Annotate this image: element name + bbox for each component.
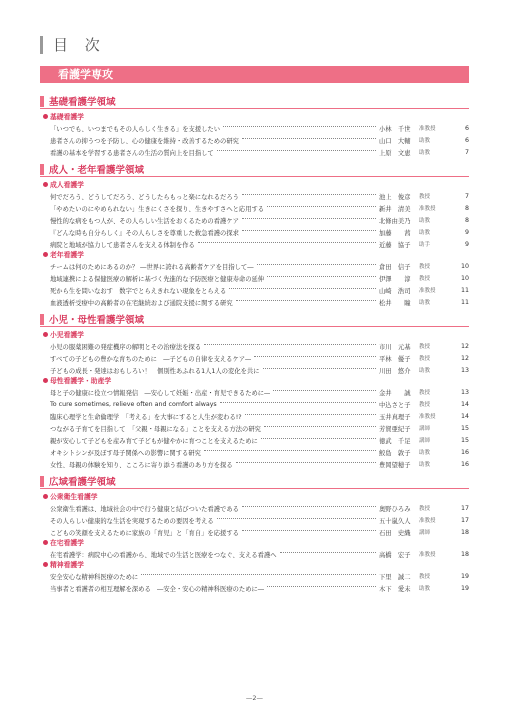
leader-dots (242, 230, 376, 231)
entry-title: 「いつでも、いつまでもその人らしく生きる」を支援したい (50, 125, 221, 133)
entry-page: 18 (460, 528, 469, 536)
entry-rank: 助教 (419, 368, 431, 374)
entry-rank: 助教 (419, 230, 431, 236)
entry-author: 平林 優子 (379, 355, 411, 363)
entry-author: 奥野ひろみ (379, 505, 411, 513)
subsection-label: 基礎看護学 (50, 113, 84, 121)
bullet-icon (43, 252, 48, 257)
leader-dots (229, 288, 376, 289)
entry-title: チームは何のためにあるのか？ ―世界に誇れる高齢者ケアを目指して― (50, 263, 254, 271)
entry-page: 14 (460, 400, 469, 408)
bullet-icon (43, 332, 48, 337)
entry-rank: 准教授 (419, 126, 436, 132)
leader-dots (217, 150, 376, 151)
entry-title: 地域連携による保健医療の解析に基づく先進的な予防医療と健康寿命の延伸 (50, 275, 265, 283)
toc-entry (40, 284, 469, 296)
entry-rank: 助教 (419, 450, 431, 456)
leader-dots (280, 552, 376, 553)
entry-title: 患者さんの抑うつを予防し、心の健康を維持・改善するための研究 (50, 137, 239, 145)
toc-entry (40, 548, 469, 560)
subsection-label: 在宅看護学 (50, 539, 84, 547)
bullet-icon (43, 378, 48, 383)
entry-rank: 講師 (419, 530, 431, 536)
department-banner: 看護学専攻 (40, 66, 469, 83)
section-marker (40, 314, 44, 325)
toc-title (40, 34, 106, 55)
toc-entry (40, 352, 469, 364)
page-number: —2— (245, 694, 264, 702)
entry-author: 松井 瞳 (379, 299, 411, 307)
toc-entry (40, 296, 469, 308)
entry-page: 8 (464, 216, 469, 224)
toc-entry (40, 190, 469, 202)
entry-title: 何でだろう、どうしてだろう、どうしたらもっと楽になれるだろう (50, 193, 239, 201)
toc-entry (40, 434, 469, 446)
section-marker (40, 164, 44, 175)
toc-entry (40, 146, 469, 158)
entry-title: 公衆衛生看護は、地域社会の中で行う健康と結びついた看護である (50, 505, 239, 513)
toc-section (40, 474, 469, 594)
subsection-heading (40, 492, 469, 502)
entry-author: 山崎 浩司 (379, 287, 411, 295)
leader-dots (242, 506, 376, 507)
entry-rank: 准教授 (419, 288, 436, 294)
entry-page: 6 (464, 124, 469, 132)
toc-entry (40, 410, 469, 422)
entry-title: こどもの笑顔を支えるために家族の「育児」と「育自」を応援する (50, 529, 239, 537)
leader-dots (242, 138, 376, 139)
entry-rank: 教授 (419, 574, 431, 580)
entry-page: 8 (464, 204, 469, 212)
leader-dots (217, 518, 376, 519)
leader-dots (242, 530, 376, 531)
leader-dots (223, 126, 376, 127)
section-heading (40, 312, 469, 327)
section-heading (40, 162, 469, 177)
subsection-label: 母性看護学・助産学 (50, 377, 112, 385)
toc-section (40, 94, 469, 158)
leader-dots (204, 344, 376, 345)
bullet-icon (43, 540, 48, 545)
leader-dots (263, 368, 376, 369)
leader-dots (245, 414, 376, 415)
toc-entry (40, 122, 469, 134)
entry-author: 上原 文恵 (379, 149, 411, 157)
entry-page: 10 (460, 274, 469, 282)
toc-entry (40, 582, 469, 594)
entry-page: 18 (460, 550, 469, 558)
entry-title: To cure sometimes, relieve often and comfort always (50, 400, 217, 408)
toc-entry (40, 502, 469, 514)
entry-rank: 助教 (419, 586, 431, 592)
subsection-heading (40, 112, 469, 122)
entry-author: 石田 史織 (379, 529, 411, 537)
entry-title: 親が安心して子どもを産み育て子どもが健やかに育つことを支えるために (50, 437, 258, 445)
entry-author: 市川 元基 (379, 343, 411, 351)
entry-author: 倉田 信子 (379, 263, 411, 271)
toc-entry (40, 134, 469, 146)
entry-rank: 助教 (419, 300, 431, 306)
entry-title: 在宅看護学：病院中心の看護から、地域での生活と医療をつなぐ、支える看護へ (50, 551, 277, 559)
toc-list (40, 94, 469, 598)
leader-dots (273, 390, 376, 391)
leader-dots (261, 438, 376, 439)
entry-author: 新井 清美 (379, 205, 411, 213)
subsection-label: 小児看護学 (50, 331, 84, 339)
entry-rank: 教授 (419, 344, 431, 350)
toc-section (40, 312, 469, 470)
toc-entry (40, 526, 469, 538)
entry-page: 9 (464, 240, 469, 248)
entry-page: 7 (464, 192, 469, 200)
leader-dots (267, 206, 376, 207)
entry-rank: 教授 (419, 276, 431, 282)
entry-rank: 准教授 (419, 518, 436, 524)
entry-title: 臨床心理学と生命倫理学 「考える」を大事にすると人生が変わる!? (50, 413, 242, 421)
entry-title: 『どんな時も自分らしく』その人らしさを尊重した救急看護の探求 (50, 229, 239, 237)
toc-entry (40, 364, 469, 376)
entry-title: つながる子育てを目指して 「父親・母親になる」ことを支える方法の研究 (50, 425, 261, 433)
entry-title: 安全安心な精神科医療のために (50, 573, 139, 581)
entry-rank: 講師 (419, 438, 431, 444)
entry-title: その人らしい健康的な生活を実現するための要因を考える (50, 517, 214, 525)
entry-page: 10 (460, 262, 469, 270)
entry-rank: 助教 (419, 138, 431, 144)
entry-page: 9 (464, 228, 469, 236)
entry-title: 子どもの成長・発達はおもしろい！ 個別性あふれる1人1人の変化を共に (50, 367, 260, 375)
entry-rank: 教授 (419, 506, 431, 512)
section-label: 基礎看護学領域 (49, 97, 116, 108)
entry-author: 木下 愛未 (379, 585, 411, 593)
entry-title: 血液透析受療中の高齢者の在宅継続および通院支援に関する研究 (50, 299, 233, 307)
entry-author: 徳武 千足 (379, 437, 411, 445)
leader-dots (264, 426, 376, 427)
toc-entry (40, 570, 469, 582)
entry-page: 16 (460, 460, 469, 468)
entry-author: 中込さと子 (379, 401, 411, 409)
entry-author: 豊岡望穂子 (379, 461, 411, 469)
entry-title: 看護の基本を学習する患者さんの生活の質向上を目指して (50, 149, 214, 157)
entry-title: 小児の服薬困難の発症機序の解明とその治療法を探る (50, 343, 202, 351)
entry-page: 15 (460, 424, 469, 432)
leader-dots (254, 356, 376, 357)
toc-entry (40, 386, 469, 398)
entry-rank: 教授 (419, 264, 431, 270)
entry-page: 17 (460, 504, 469, 512)
entry-title: 慢性的な病をもつ人が、その人らしい生活をおくるための看護ケア (50, 217, 239, 225)
subsection-heading (40, 330, 469, 340)
leader-dots (236, 300, 376, 301)
entry-rank: 助教 (419, 218, 431, 224)
title-bar (40, 36, 43, 54)
toc-entry (40, 514, 469, 526)
entry-author: 川田 悠介 (379, 367, 411, 375)
entry-page: 11 (460, 286, 469, 294)
entry-author: 加藤 茜 (379, 229, 411, 237)
section-label: 成人・老年看護学領域 (49, 165, 145, 176)
toc-entry (40, 340, 469, 352)
toc-entry (40, 458, 469, 470)
entry-rank: 准教授 (419, 552, 436, 558)
section-marker (40, 96, 44, 107)
entry-page: 12 (460, 342, 469, 350)
toc-entry (40, 398, 469, 410)
entry-page: 13 (460, 388, 469, 396)
entry-author: 北條由美乃 (379, 217, 411, 225)
leader-dots (141, 574, 376, 575)
entry-author: 伊澤 淳 (379, 275, 411, 283)
toc-section (40, 162, 469, 308)
entry-author: 金井 誠 (379, 389, 411, 397)
entry-title: 死から生を問いなおす 数字でとらえきれない現象をとらえる (50, 287, 227, 295)
subsection-label: 成人看護学 (50, 181, 84, 189)
toc-entry (40, 226, 469, 238)
section-marker (40, 476, 44, 487)
subsection-heading (40, 180, 469, 190)
entry-page: 19 (460, 584, 469, 592)
entry-rank: 助教 (419, 462, 431, 468)
subsection-label: 精神看護学 (50, 561, 84, 569)
subsection-heading (40, 376, 469, 386)
entry-author: 高橋 宏子 (379, 551, 411, 559)
subsection-heading (40, 538, 469, 548)
section-label: 広域看護学領域 (49, 477, 116, 488)
toc-entry (40, 214, 469, 226)
toc-entry (40, 422, 469, 434)
leader-dots (267, 586, 376, 587)
entry-rank: 教授 (419, 194, 431, 200)
entry-page: 14 (460, 412, 469, 420)
entry-author: 鮫島 敦子 (379, 449, 411, 457)
section-heading (40, 94, 469, 109)
entry-author: 小林 千世 (379, 125, 411, 133)
subsection-label: 公衆衛生看護学 (50, 493, 98, 501)
leader-dots (267, 276, 376, 277)
entry-author: 池上 俊彦 (379, 193, 411, 201)
entry-rank: 教授 (419, 356, 431, 362)
entry-title: 「やめたいのにやめられない」生きにくさを探り、生きやすさへと応用する (50, 205, 265, 213)
entry-title: 当事者と看護者の相互理解を深める ―安全・安心の精神科医療のために― (50, 585, 265, 593)
entry-author: 玉井真理子 (379, 413, 411, 421)
entry-page: 15 (460, 436, 469, 444)
subsection-heading (40, 250, 469, 260)
entry-author: 下里 誠二 (379, 573, 411, 581)
toc-entry (40, 202, 469, 214)
bullet-icon (43, 494, 48, 499)
toc-entry (40, 238, 469, 250)
entry-author: 芳賀亜紀子 (379, 425, 411, 433)
subsection-heading (40, 560, 469, 570)
entry-title: すべての子どもの豊かな育ちのために ―子どもの自律を支えるケア― (50, 355, 252, 363)
toc-entry (40, 446, 469, 458)
entry-title: オキシトシンが及ぼす母子関係への影響に関する研究 (50, 449, 201, 457)
entry-rank: 助教 (419, 150, 431, 156)
bullet-icon (43, 114, 48, 119)
entry-rank: 助手 (419, 242, 431, 248)
leader-dots (242, 218, 376, 219)
section-heading (40, 474, 469, 489)
leader-dots (220, 402, 376, 403)
toc-entry (40, 272, 469, 284)
leader-dots (198, 242, 376, 243)
entry-title: 病院と地域が協力して患者さんを支える体制を作る (50, 241, 195, 249)
leader-dots (236, 462, 376, 463)
entry-author: 近藤 協子 (379, 241, 411, 249)
entry-page: 16 (460, 448, 469, 456)
entry-page: 12 (460, 354, 469, 362)
entry-page: 17 (460, 516, 469, 524)
leader-dots (204, 450, 376, 451)
toc-entry (40, 260, 469, 272)
entry-author: 五十嵐久人 (379, 517, 411, 525)
section-label: 小児・母性看護学領域 (49, 315, 145, 326)
page-title: 目 次 (53, 36, 106, 54)
entry-author: 山口 大輔 (379, 137, 411, 145)
entry-title: 母と子の健康に役立つ情報発信 ―安心して妊娠・出産・育児できるために― (50, 389, 271, 397)
bullet-icon (43, 562, 48, 567)
entry-rank: 教授 (419, 402, 431, 408)
entry-page: 7 (464, 148, 469, 156)
entry-page: 13 (460, 366, 469, 374)
entry-rank: 准教授 (419, 206, 436, 212)
entry-rank: 講師 (419, 426, 431, 432)
entry-page: 6 (464, 136, 469, 144)
entry-title: 女性、母親の体験を知り、こころに寄り添う看護のあり方を探る (50, 461, 233, 469)
entry-rank: 教授 (419, 390, 431, 396)
entry-rank: 准教授 (419, 414, 436, 420)
leader-dots (242, 194, 376, 195)
entry-page: 19 (460, 572, 469, 580)
bullet-icon (43, 182, 48, 187)
leader-dots (257, 264, 376, 265)
subsection-label: 老年看護学 (50, 251, 84, 259)
entry-page: 11 (460, 298, 469, 306)
